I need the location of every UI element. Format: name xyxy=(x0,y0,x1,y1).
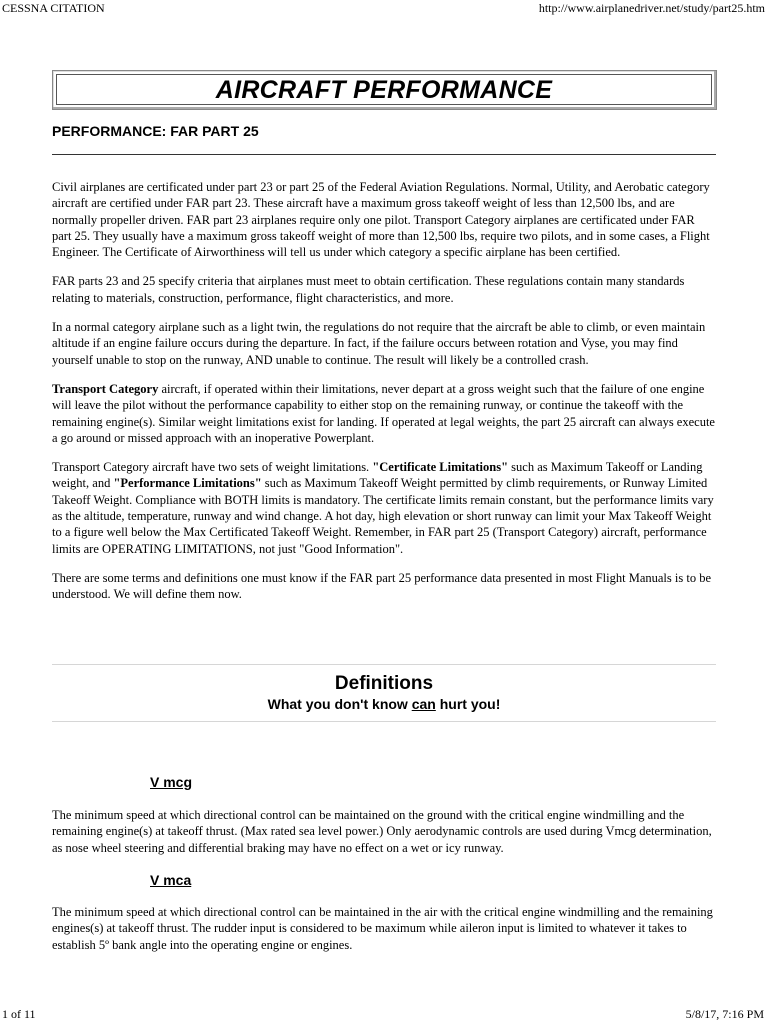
paragraph: Civil airplanes are certificated under part 23 or part 25 of the Federal Aviation Regulations. Normal, Utility, and Aerobatic category aircraft are certified under FAR part 23. These aircraft have a maximum gross takeoff weight of less than 12,500 lbs, and are normally propeller driven. FAR part 23 airplanes require only one pilot. Transport Category airplanes are certificated under FAR part 25. They usually have a maximum gross takeoff weight of more than 12,500 lbs, require two pilots, and in some cases, a Flight Engineer. The Certificate of Airworthiness will tell us under which category a specific airplane has been certified. xyxy=(52,180,710,260)
definitions-heading: Definitions xyxy=(334,673,434,694)
paragraph: There are some terms and definitions one must know if the FAR part 25 performance data presented in most Flight Manuals is to be understood. We will define them now. xyxy=(52,570,711,602)
paragraph: FAR parts 23 and 25 specify criteria that airplanes must meet to obtain certification. These regulations contain many standards relating to materials, construction, performance, flight characteristics, and more. xyxy=(52,274,685,305)
page-url[interactable]: http://www.airplanedriver.net/study/part25.htm xyxy=(538,1,765,15)
page-count: 1 of 11 xyxy=(2,1007,36,1021)
print-header xyxy=(0,0,768,16)
site-title: CESSNA CITATION xyxy=(2,1,105,15)
title-box xyxy=(52,70,717,110)
paragraph-text: aircraft, if operated within their limitations, never depart at a gross weight such that the failure of one engine will leave the pilot without the performance capability to either stop on the remaining runway, or continue the takeoff with the remaining engine(s). Similar weight limitations exist for landing. If operated at legal weights, the part 25 aircraft can always execute a go around or missed approach with an inoperative Powerplant. xyxy=(52,381,715,445)
divider xyxy=(52,721,716,722)
paragraph-text: such as Maximum Takeoff Weight permitted by climb requirements, or Runway Limited Takeoff Weight. Compliance with BOTH limits is mandatory. The certificate limits remain constant, but the performance limits vary as the altitude, temperature, runway and wind change. A hot day, high elevation or short runway can limit your Max Takeoff Weight to a figure well below the Max Certificated Takeoff Weight. Remember, in FAR part 25 (Transport Category) aircraft, performance limits are OPERATING LIMITATIONS, not just "Good Information". xyxy=(52,476,714,556)
paragraph-text: such as Maximum Takeoff or Landing weight, and xyxy=(52,460,703,491)
bold-term: Transport Category xyxy=(52,381,159,396)
bold-term: "Performance Limitations" xyxy=(113,476,262,491)
term-vmca: V mca xyxy=(150,872,192,888)
bold-term: "Certificate Limitations" xyxy=(372,460,509,475)
paragraph xyxy=(52,459,716,557)
print-footer xyxy=(0,1006,768,1024)
section-subtitle: PERFORMANCE: FAR PART 25 xyxy=(52,123,259,139)
print-timestamp: 5/8/17, 7:16 PM xyxy=(685,1007,764,1021)
term-vmcg: V mcg xyxy=(150,774,193,790)
subheading-text: What you don't know xyxy=(267,696,412,712)
term-vmcg-definition: The minimum speed at which directional control can be maintained on the ground with the critical engine windmilling and the remaining engine(s) at takeoff thrust. (Max rated sea level power.) Only aerodynamic controls are used during Vmcg determination, as nose wheel steering and differential braking may have no effect on a wet or icy runway. xyxy=(52,808,712,855)
paragraph xyxy=(52,381,716,446)
divider xyxy=(52,664,716,665)
definitions-subheading xyxy=(52,695,716,713)
paragraph: In a normal category airplane such as a light twin, the regulations do not require that the aircraft be able to climb, or even maintain altitude if an engine failure occurs during the departure. In fact, if the failure occurs between rotation and Vyse, you may find yourself unable to stop on the runway, AND unable to continue. The result will likely be a controlled crash. xyxy=(52,320,706,367)
intro-content xyxy=(52,179,716,616)
term-vmca-definition: The minimum speed at which directional control can be maintained in the air with the critical engine windmilling and the remaining engines(s) at takeoff thrust. The rudder input is considered to be maximum while aileron input is limited to whatever it takes to establish 5º bank angle into the operating engine or engines. xyxy=(52,905,713,952)
paragraph-text: Transport Category aircraft have two sets of weight limitations. xyxy=(52,460,373,475)
page-title: AIRCRAFT PERFORMANCE xyxy=(56,74,712,105)
subheading-text: hurt you! xyxy=(435,696,501,712)
subheading-emphasis: can xyxy=(411,696,436,712)
divider xyxy=(52,154,716,155)
